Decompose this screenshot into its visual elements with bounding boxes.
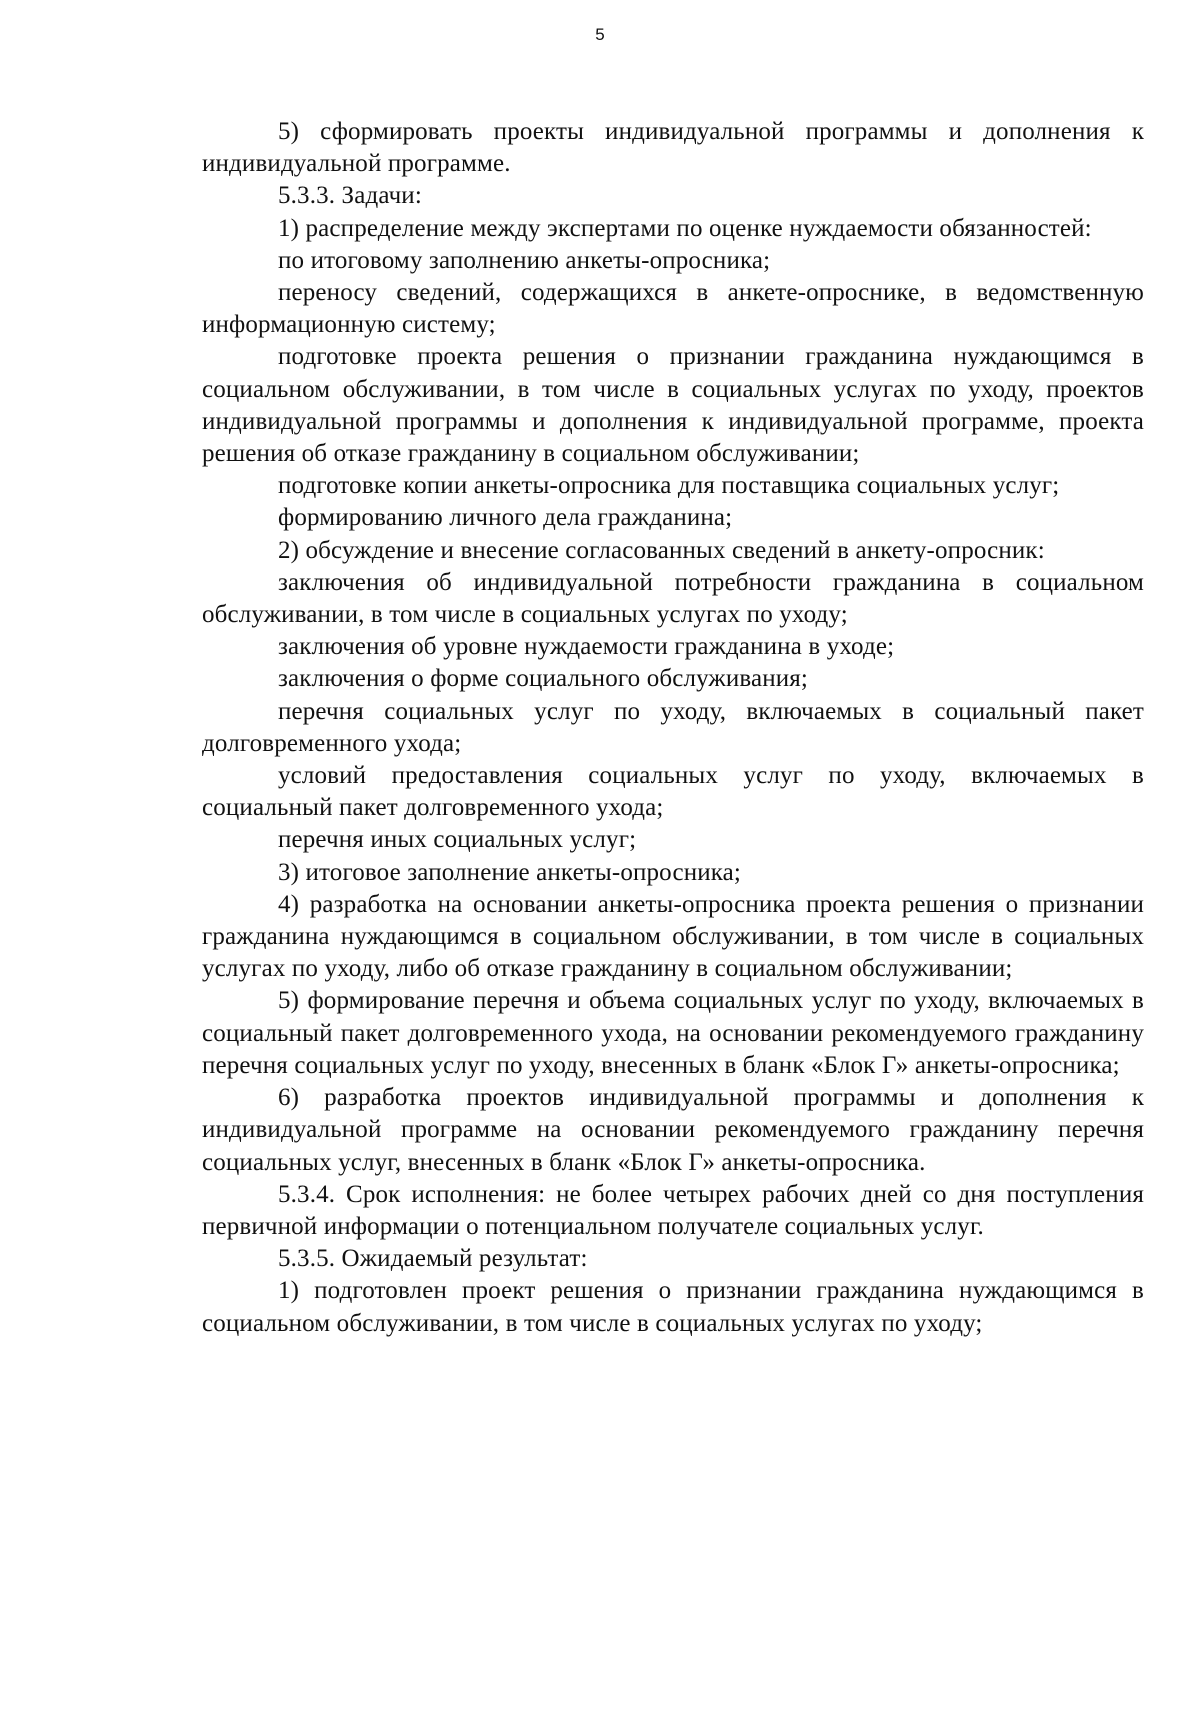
paragraph-task-4: 4) разработка на основании анкеты-опросника проекта решения о признании гражданина нуждающимся в социальном обслуживании, в том числе в социальных услугах по уходу, либо об отказе гражданину в социальном обслуживании; bbox=[202, 890, 1144, 983]
paragraph-expected-result-heading: 5.3.5. Ожидаемый результат: bbox=[278, 1245, 588, 1273]
paragraph-other-services: перечня иных социальных услуг; bbox=[278, 826, 637, 854]
paragraph-task-1: 1) распределение между экспертами по оценке нуждаемости обязанностей: bbox=[278, 214, 1092, 242]
paragraph-transfer-data: переносу сведений, содержащихся в анкете-опроснике, в ведомственную информационную систему; bbox=[202, 279, 1144, 339]
paragraph-task-2: 2) обсуждение и внесение согласованных сведений в анкету-опросник: bbox=[278, 536, 1045, 564]
paragraph-prepare-copy: подготовке копии анкеты-опросника для поставщика социальных услуг; bbox=[278, 472, 1060, 500]
paragraph-task-6: 6) разработка проектов индивидуальной программы и дополнения к индивидуальной программе на основании рекомендуемого гражданину перечня социальных услуг, внесенных в бланк «Блок Г» анкеты-опросника. bbox=[202, 1084, 1144, 1176]
paragraph-service-form: заключения о форме социального обслуживания; bbox=[278, 665, 809, 693]
paragraph-tasks-heading: 5.3.3. Задачи: bbox=[278, 182, 422, 210]
paragraph-service-conditions: условий предоставления социальных услуг по уходу, включаемых в социальный пакет долговременного ухода; bbox=[202, 762, 1144, 822]
document-body bbox=[202, 116, 1144, 1340]
paragraph-prepare-decision: подготовке проекта решения о признании гражданина нуждающимся в социальном обслуживании, в том числе в социальных услугах по уходу, проектов индивидуальной программы и дополнения к индивидуальной программе, проекта решения об отказе гражданину в социальном обслуживании; bbox=[202, 343, 1144, 468]
page-number: 5 bbox=[595, 25, 605, 44]
paragraph-care-services-list: перечня социальных услуг по уходу, включаемых в социальный пакет долговременного ухода; bbox=[202, 697, 1144, 757]
paragraph-care-level: заключения об уровне нуждаемости гражданина в уходе; bbox=[278, 633, 895, 661]
paragraph-5-draft-programs: 5) сформировать проекты индивидуальной программы и дополнения к индивидуальной программе. bbox=[202, 118, 1144, 178]
paragraph-deadline: 5.3.4. Срок исполнения: не более четырех рабочих дней со дня поступления первичной информации о потенциальном получателе социальных услуг. bbox=[202, 1180, 1144, 1240]
paragraph-result-1: 1) подготовлен проект решения о признании гражданина нуждающимся в социальном обслуживании, в том числе в социальных услугах по уходу; bbox=[202, 1277, 1144, 1337]
paragraph-individual-need: заключения об индивидуальной потребности гражданина в социальном обслуживании, в том числе в социальных услугах по уходу; bbox=[202, 568, 1144, 629]
paragraph-personal-file: формированию личного дела гражданина; bbox=[278, 504, 733, 532]
paragraph-task-5: 5) формирование перечня и объема социальных услуг по уходу, включаемых в социальный пакет долговременного ухода, на основании рекомендуемого гражданину перечня социальных услуг по уходу, внесенных в бланк «Блок Г» анкеты-опросника; bbox=[202, 987, 1144, 1079]
paragraph-final-filling: по итоговому заполнению анкеты-опросника; bbox=[278, 246, 771, 274]
paragraph-task-3: 3) итоговое заполнение анкеты-опросника; bbox=[278, 858, 742, 886]
